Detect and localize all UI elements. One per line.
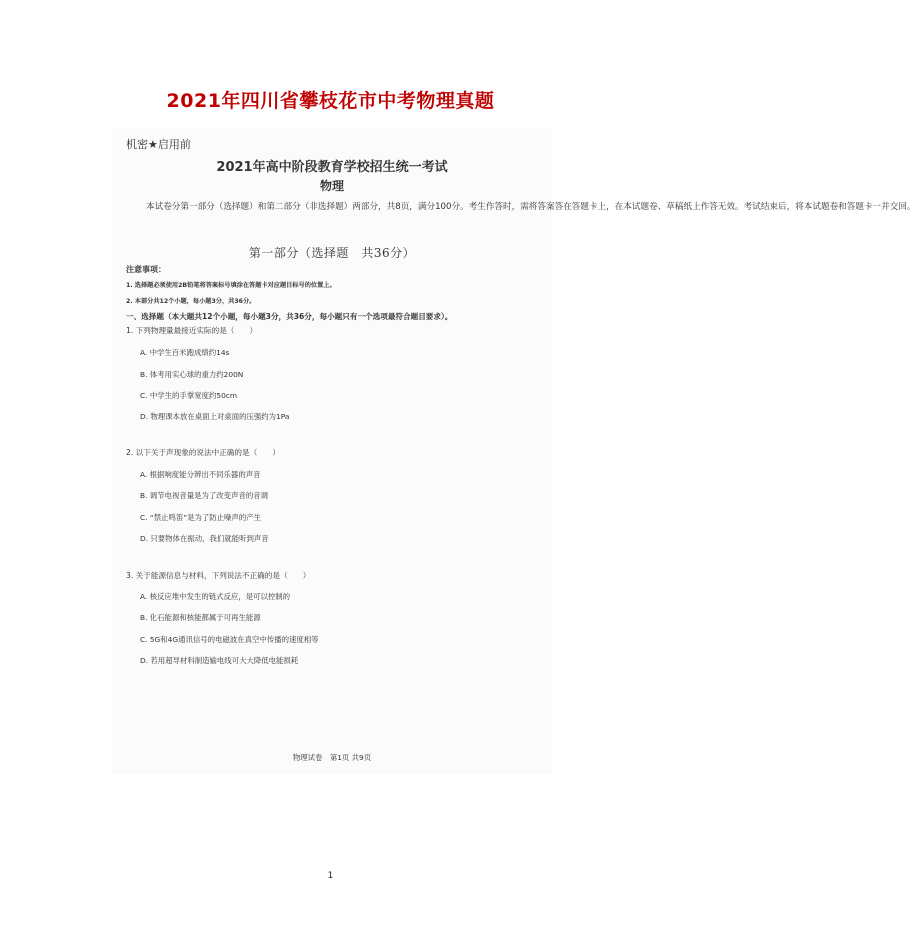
question-option: A. 根据响度能分辨出不同乐器的声音: [140, 470, 261, 479]
question-option: A. 核反应堆中发生的链式反应，是可以控制的: [140, 592, 291, 601]
scan-footer: 物理试卷 第1页 共9页: [292, 753, 372, 762]
question-option: B. 体考用实心球的重力约200N: [140, 370, 244, 379]
confidential-mark: 机密★启用前: [126, 138, 191, 151]
document-title: 2021年四川省攀枝花市中考物理真题: [166, 90, 495, 112]
question-option: D. 若用超导材料制造输电线可大大降低电能损耗: [140, 656, 299, 665]
subject-title: 物理: [319, 179, 344, 193]
question-stem: 2. 以下关于声现象的说法中正确的是（ ）: [126, 448, 280, 457]
question-option: C. 5G和4G通讯信号的电磁波在真空中传播的速度相等: [140, 635, 319, 644]
page-number: 1: [327, 871, 334, 881]
question-option: B. 化石能源和核能都属于可再生能源: [140, 613, 261, 622]
exam-intro: 本试卷分第一部分（选择题）和第二部分（非选择题）两部分，共8页，满分100分。考生作答时，需将答案答在答题卡上，在本试题卷、草稿纸上作答无效。考试结束后，将本试题卷和答题卡一并交回。: [146, 202, 916, 212]
exam-title: 2021年高中阶段教育学校招生统一考试: [216, 160, 448, 175]
question-option: C. 中学生的手掌宽度约50cm: [140, 391, 238, 400]
scanned-exam-page: [112, 128, 916, 774]
note-item: 1. 选择题必须使用2B铅笔将答案标号填涂在答题卡对应题目标号的位置上。: [126, 282, 336, 289]
question-stem: 1. 下列物理量最接近实际的是（ ）: [126, 326, 258, 335]
question-option: D. 只要物体在振动，我们就能听到声音: [140, 534, 269, 543]
note-item: 2. 本部分共12个小题，每小题3分，共36分。: [126, 298, 256, 305]
question-option: C. “禁止鸣笛”是为了防止噪声的产生: [140, 513, 261, 522]
part-title: 第一部分（选择题 共36分）: [248, 246, 416, 260]
question-stem: 3. 关于能源信息与材料，下列说法不正确的是（ ）: [126, 571, 311, 580]
question-option: A. 中学生百米跑成绩约14s: [140, 348, 230, 357]
notes-heading: 注意事项：: [126, 265, 166, 274]
question-option: B. 调节电视音量是为了改变声音的音调: [140, 491, 269, 500]
section-heading: 一、选择题（本大题共12个小题，每小题3分，共36分，每小题只有一个选项最符合题目要求）。: [126, 312, 453, 321]
question-option: D. 物理课本放在桌面上对桌面的压强约为1Pa: [140, 412, 290, 421]
